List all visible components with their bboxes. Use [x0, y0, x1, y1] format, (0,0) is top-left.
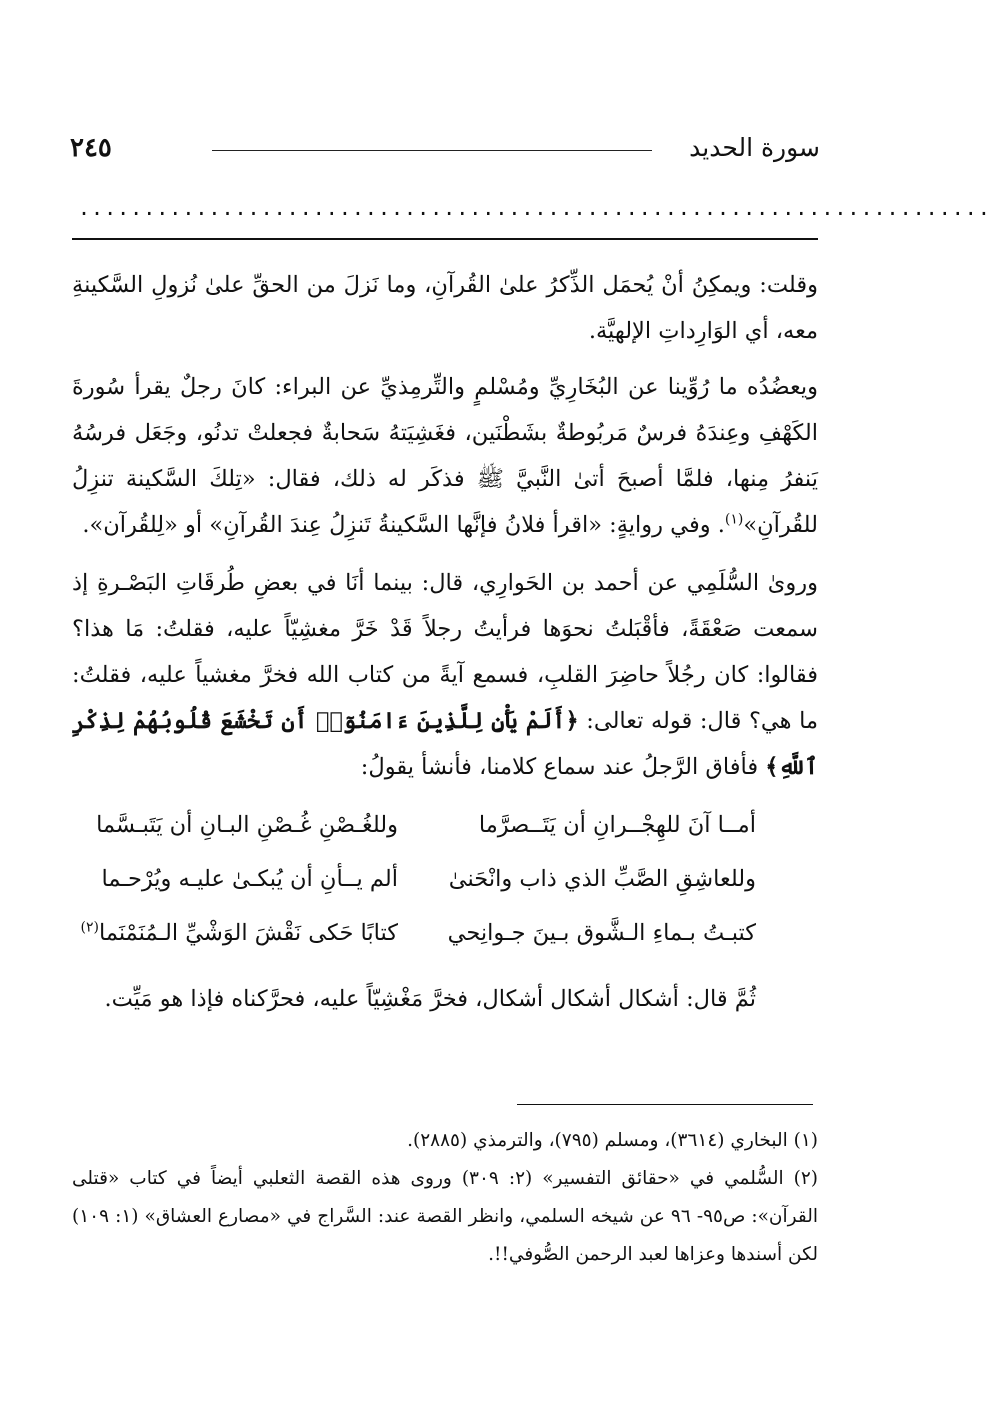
paragraph-3-tail: فأفاق الرَّجلُ عند سماع كلامنا، فأنشأ يقولُ:: [360, 754, 759, 780]
poem-line: [72, 798, 818, 852]
footnote-1: (١) البخاري (٣٦١٤)، ومسلم (٧٩٥)، والترمذي (٢٨٨٥).: [407, 1130, 818, 1151]
paragraph-2: [72, 364, 818, 548]
poem-hemistich-first: كتبـتُ بـماءِ الـشَّوق بـينَ جـوانِحي: [447, 920, 756, 946]
poem-line: [72, 852, 818, 906]
page-number: ٢٤٥: [70, 133, 112, 163]
page-header: [70, 128, 820, 168]
dotted-separator: ......................................................................: [78, 196, 991, 220]
paragraph-2-text: ويعضُدُه ما رُوِّينا عن البُخَارِيِّ ومُسْلمٍ والتِّرمِذيِّ عن البراء: كانَ رجلٌ يقرأ سُورةَ الكَهْفِ وعِندَهُ فرسٌ مَربُوطةٌ بشَطْنَين، فغَشِيَتهُ سَحابةٌ فجعلتْ تدنُو، وجَعَل فرسُهُ يَنفرُ مِنها، فلمَّا أصبحَ أتىٰ النَّبيَّ ﷺ فذكَر له ذلك، فقال: «تِلكَ السَّكينة تنزِلُ للقُرآنِ»: [72, 374, 818, 538]
paragraph-3: [72, 560, 818, 790]
header-rule: [212, 150, 652, 151]
closing-line: ثُمَّ قال: أشكال أشكال أشكال، فخرَّ مَغْشِيّاً عليه، فحرَّكناه فإذا هو مَيِّت.: [104, 986, 756, 1012]
footnote-ref-1: (١): [724, 511, 744, 528]
paragraph-2-tail: . وفي روايةٍ: «اقرأ فلانُ فإنَّها السَّكينةُ تَنزِلُ عِندَ القُرآنِ» أو «لِلقُرآن».: [82, 512, 725, 538]
running-title: سورة الحديد: [689, 133, 820, 162]
top-rule: [72, 238, 818, 240]
footnote-rule: [517, 1104, 813, 1105]
footnote-2: (٢) السُّلمي في «حقائق التفسير» (٢: ٣٠٩) وروى هذه القصة الثعلبي أيضاً في كتاب «قتلى القرآن»: ص٩٥- ٩٦ عن شيخه السلمي، وانظر القصة عند: السَّراج في «مصارع العشاق» (١: ١٠٩) لكن أسندها وعزاها لعبد الرحمن الصُّوفي!!.: [72, 1168, 818, 1265]
footnotes: [72, 1122, 818, 1274]
poem-hemistich-second: ألم يــأنِ أن يُبكـىٰ عليـه ويُرْحـما: [101, 866, 398, 892]
poem-hemistich-first: أمــا آنَ للهِجْــرانِ أن يَتَــصرَّما: [478, 812, 756, 838]
quran-verse: ﴿أَلَمْ يَأْنِ لِلَّذِينَ ءَامَنُوٓا۟ أَن تَخْشَعَ قُلُوبُهُمْ لِذِكْرِ ٱللَّهِ﴾: [72, 708, 818, 780]
poem-hemistich-second: [72, 920, 398, 946]
paragraph-1: وقلت: ويمكِنُ أنْ يُحمَل الذِّكرُ علىٰ القُرآنِ، وما نَزلَ من الحقِّ علىٰ نُزولِ السَّكينةِ معه، أي الوَارِداتِ الإلهيَّة.: [72, 272, 818, 344]
footnote-ref-2: (٢): [80, 919, 99, 936]
poem-hemistich-text: كتابًا حَكى نَقْشَ الوَشْيِّ الـمُنَمْنَما: [99, 920, 398, 946]
poem-line: [72, 906, 818, 960]
poem-hemistich-first: وللعاشِقِ الصَّبِّ الذي ذاب وانْحَنىٰ: [448, 866, 756, 892]
paragraph-3-text: وروىٰ السُّلَمِي عن أحمد بن الحَوارِي، قال: بينما أنَا في بعضِ طُرقَاتِ البَصْـرةِ إذ سمعت صَعْقَةً، فأقْبَلتُ نحوَها فرأيتُ رجلاً قَدْ خَرَّ مغشِيّاً عليه، فقلتُ: مَا هذا؟ فقالوا: كان رجُلاً حاضِرَ القلبِ، فسمع آيةً من كتاب الله فخرَّ مغشياً عليه، فقلتُ: ما هي؟ قال: قوله تعالى:: [72, 570, 818, 734]
poem: [72, 798, 818, 960]
poem-hemistich-second: وللغُـصْنِ غُـصْنِ البـانِ أن يَتَبـسَّما: [96, 812, 398, 838]
main-text: [72, 262, 818, 1045]
